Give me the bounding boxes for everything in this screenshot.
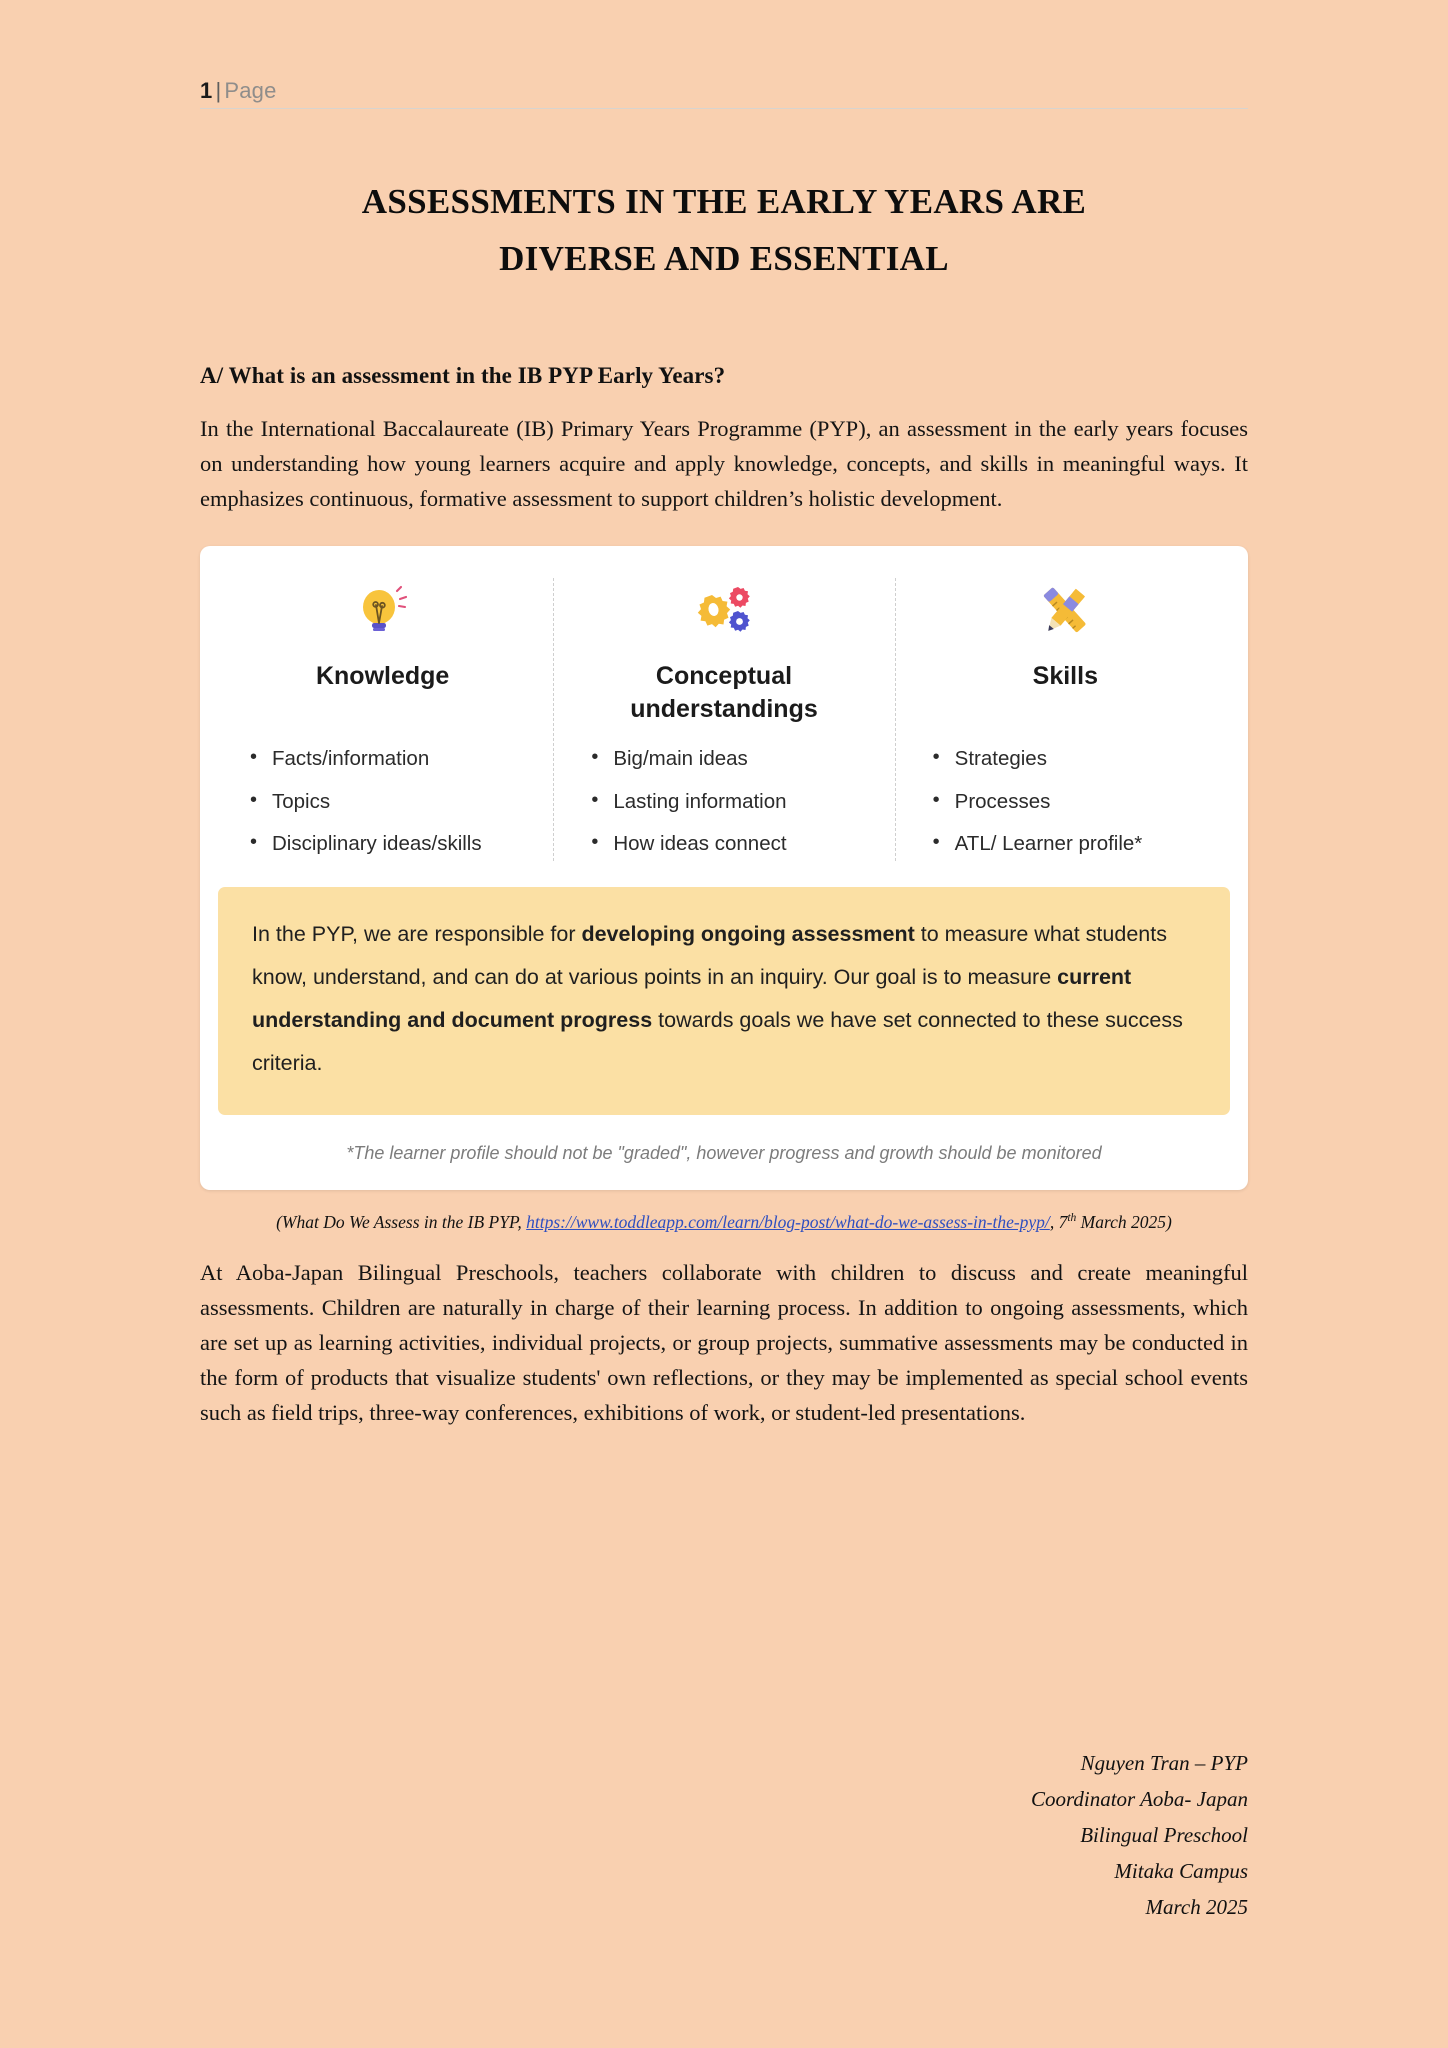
infographic-figure <box>200 546 1248 1190</box>
header-page-label <box>200 78 1248 104</box>
citation-source-link[interactable]: https://www.toddleapp.com/learn/blog-post/what-do-we-assess-in-the-pyp/ <box>526 1212 1050 1233</box>
list-item: • Big/main ideas <box>591 738 874 780</box>
citation-suffix: March 2025) <box>1076 1212 1172 1233</box>
callout-part-2: to measure what students know, understand, and can do at various points in an inquiry. Our goal is to measure <box>252 922 1167 990</box>
list-item: • ATL/ Learner profile* <box>933 823 1216 865</box>
infographic-columns <box>200 546 1248 873</box>
list-item: • Lasting information <box>591 781 874 823</box>
section-a-heading: A/ What is an assessment in the IB PYP Early Years? <box>200 363 726 389</box>
signature-block <box>1031 1745 1248 1926</box>
infographic-title-skills: Skills <box>1032 662 1098 691</box>
figure-citation <box>200 1190 1248 1233</box>
list-item: • Strategies <box>933 738 1216 780</box>
callout-part-3: towards goals we have set connected to these success criteria. <box>252 1008 1183 1076</box>
infographic-column-skills <box>895 574 1236 865</box>
page-header <box>200 0 1248 109</box>
header-page-number: 1 <box>200 78 213 103</box>
signature-line: March 2025 <box>1145 1895 1248 1920</box>
lightbulb-icon <box>232 574 533 648</box>
infographic-column-conceptual-understandings <box>553 574 894 865</box>
ruler-pencil-icon <box>915 574 1216 648</box>
infographic-callout-box <box>218 887 1230 1115</box>
header-page-word: Page <box>224 78 277 103</box>
signature-line: Coordinator Aoba- Japan <box>1030 1787 1248 1812</box>
page-title-line-1: ASSESSMENTS IN THE EARLY YEARS ARE <box>361 182 1087 221</box>
page-title <box>200 109 1248 287</box>
list-item: • Facts/information <box>250 738 533 780</box>
callout-bold-2: current understanding and document progress <box>252 965 1132 1033</box>
signature-line: Bilingual Preschool <box>1080 1823 1248 1848</box>
infographic-list-knowledge <box>232 738 533 865</box>
infographic-footnote: *The learner profile should not be "graded", however progress and growth should be monitored <box>346 1143 1102 1164</box>
callout-part-1: In the PYP, we are responsible for <box>252 922 582 947</box>
infographic-title-knowledge: Knowledge <box>315 662 450 691</box>
infographic-callout-text <box>252 913 1196 1085</box>
signature-line: Mitaka Campus <box>1114 1859 1248 1884</box>
citation-middle: , 7 <box>1049 1212 1068 1233</box>
citation-prefix: (What Do We Assess in the IB PYP, <box>276 1212 527 1233</box>
infographic-column-knowledge <box>212 574 553 865</box>
infographic-list-skills <box>915 738 1216 865</box>
list-item: • How ideas connect <box>591 823 874 865</box>
list-item: • Disciplinary ideas/skills <box>250 823 533 865</box>
page-title-line-2: DIVERSE AND ESSENTIAL <box>499 239 949 279</box>
list-item: • Topics <box>250 781 533 823</box>
signature-line: Nguyen Tran – PYP <box>1080 1751 1248 1775</box>
callout-bold-1: developing ongoing assessment <box>581 922 915 947</box>
body-paragraph-2: At Aoba-Japan Bilingual Preschools, teachers collaborate with children to discuss and create meaningful assessments. Children are naturally in charge of their learning process. In addition to ongoing assessments, which are set up as learning activities, individual projects, or group projects, summative assessments may be conducted in the form of products that visualize students' own reflections, or they may be implemented as special school events such as field trips, three-way conferences, exhibitions of work, or student-led presentations. <box>200 1260 1248 1426</box>
citation-ordinal-suffix: th <box>1067 1212 1077 1225</box>
section-a-paragraph: In the International Baccalaureate (IB) Primary Years Programme (PYP), an assessment in the early years focuses on understanding how young learners acquire and apply knowledge, concepts, and skills in meaningful ways. It emphasizes continuous, formative assessment to support children’s holistic development. <box>200 416 1248 512</box>
list-item: • Processes <box>933 781 1216 823</box>
gears-icon <box>573 574 874 648</box>
infographic-list-conceptual-understandings <box>573 738 874 865</box>
header-separator: | <box>215 78 222 103</box>
infographic-title-conceptual-understandings: Conceptual understandings <box>630 662 818 724</box>
